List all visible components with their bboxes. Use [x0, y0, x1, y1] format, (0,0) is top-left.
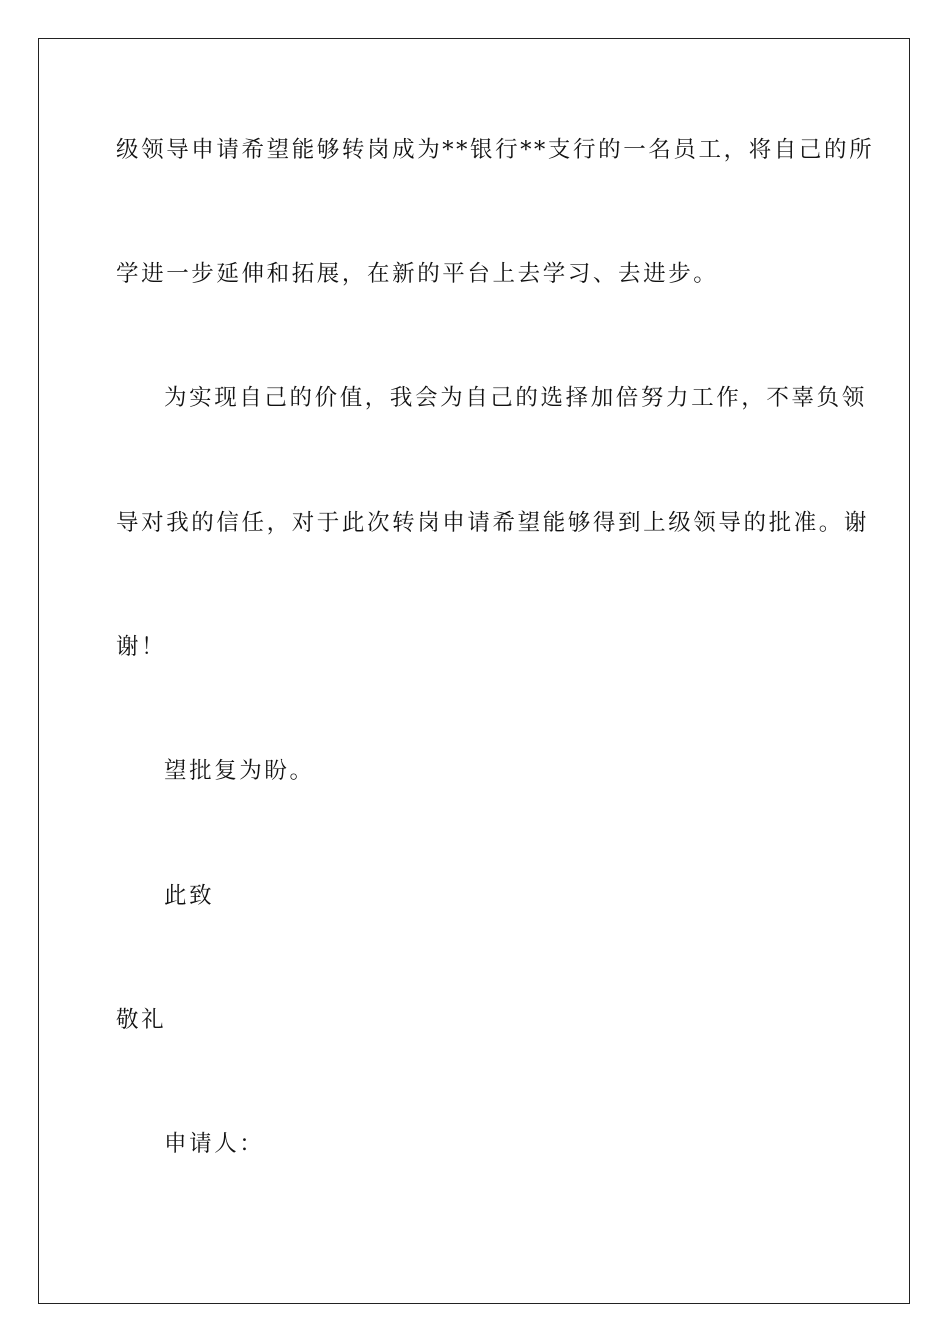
paragraph-line-2: 学进一步延伸和拓展，在新的平台上去学习、去进步。 — [116, 261, 719, 287]
salutation-cizhi: 此致 — [164, 883, 215, 909]
paragraph-line-5: 谢！ — [116, 634, 167, 660]
paragraph-line-4: 导对我的信任，对于此次转岗申请希望能够得到上级领导的批准。谢 — [116, 510, 870, 536]
paragraph-line-1: 级领导申请希望能够转岗成为**银行**支行的一名员工，将自己的所 — [116, 137, 875, 163]
page-border — [38, 38, 910, 1304]
applicant-label: 申请人： — [164, 1131, 265, 1157]
closing-request: 望批复为盼。 — [164, 758, 315, 784]
salutation-jingli: 敬礼 — [116, 1007, 167, 1033]
paragraph-line-3: 为实现自己的价值，我会为自己的选择加倍努力工作，不辜负领 — [164, 385, 867, 411]
